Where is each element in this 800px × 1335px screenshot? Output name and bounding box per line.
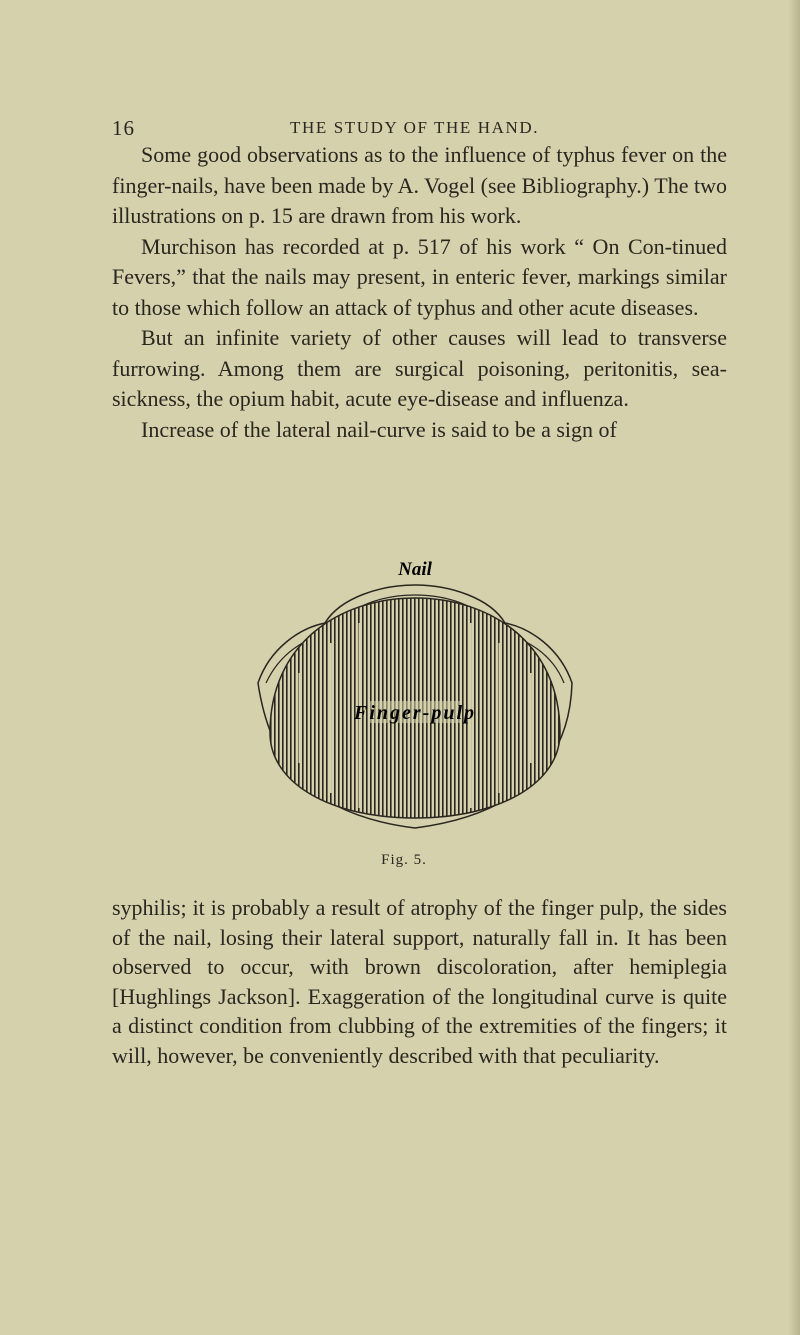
nail-diagram (230, 553, 600, 853)
body-text-top (112, 140, 727, 445)
figure-caption: Fig. 5. (381, 852, 427, 868)
paragraph: Murchison has recorded at p. 517 of his work “ On Con-tinued Fevers,” that the nails may present, in enteric fever, markings similar to those which follow an attack of typhus and other acute diseases. (112, 233, 727, 320)
paragraph: syphilis; it is probably a result of atrophy of the finger pulp, the sides of the nail, losing their lateral support, naturally fall in. It has been observed to occur, with brown discoloration, after hemiplegia [Hughlings Jackson]. Exaggeration of the longitudinal curve is quite a distinct condition from clubbing of the extremities of the fingers; it will, however, be conveniently described with that peculiarity. (112, 895, 727, 1068)
page-number: 16 (112, 116, 135, 140)
running-title: THE STUDY OF THE HAND. (290, 118, 540, 137)
paragraph: Some good observations as to the influence of typhus fever on the finger-nails, have been made by A. Vogel (see Bibliography.) The two illustrations on p. 15 are drawn from his work. (112, 142, 727, 228)
page-edge (788, 0, 800, 1335)
figure-nail-cross-section (230, 553, 600, 853)
body-text-bottom (112, 893, 727, 1070)
label-finger-pulp: Finger-pulp (353, 702, 477, 724)
paragraph: But an infinite variety of other causes will lead to transverse furrowing. Among them are surgical poisoning, peritonitis, sea-sickness, the opium habit, acute eye-disease and influenza. (112, 325, 727, 411)
label-nail: Nail (398, 559, 432, 580)
paragraph: Increase of the lateral nail-curve is said to be a sign of (141, 416, 617, 442)
